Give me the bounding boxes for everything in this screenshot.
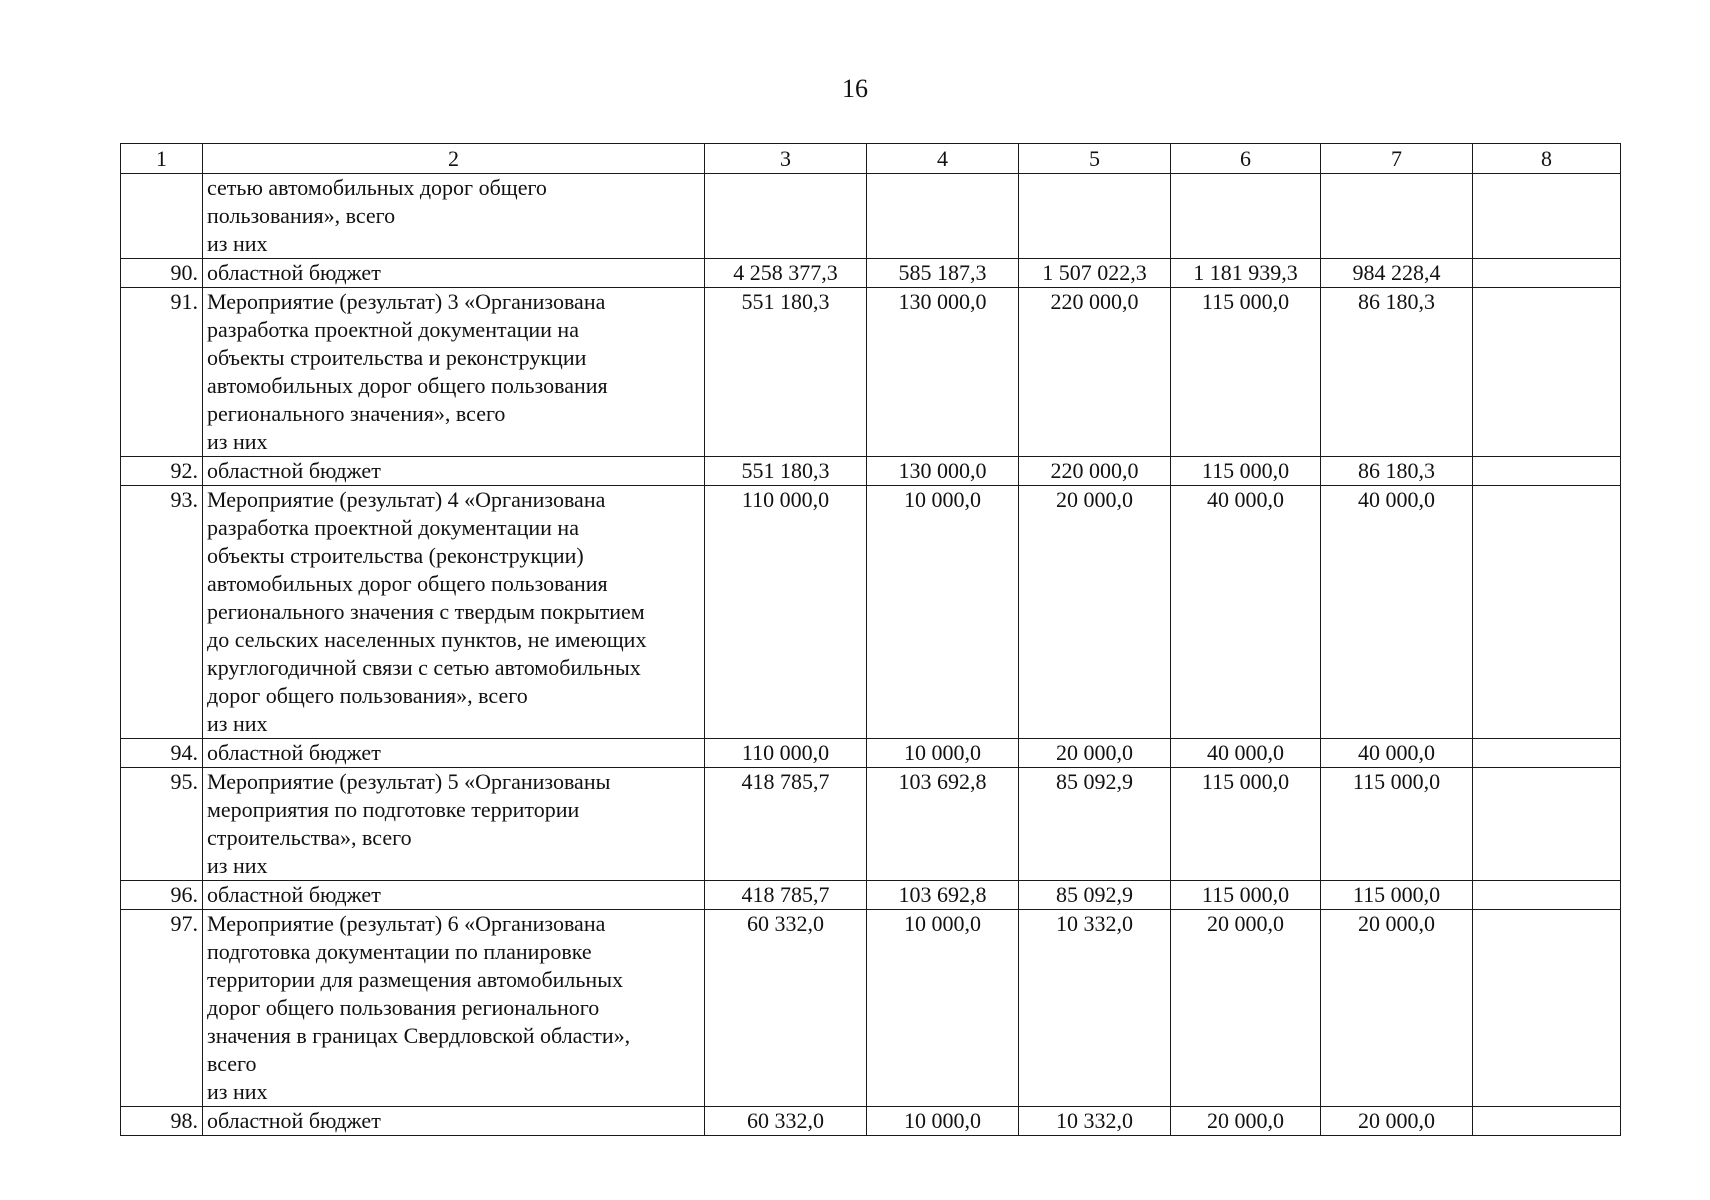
value-col-3: 4 258 377,3 bbox=[705, 259, 867, 288]
header-row bbox=[121, 144, 1621, 174]
table-row bbox=[121, 486, 1621, 739]
header-cell-5: 5 bbox=[1019, 144, 1171, 174]
value-col-3: 418 785,7 bbox=[705, 881, 867, 910]
table-row bbox=[121, 739, 1621, 768]
value-col-5: 20 000,0 bbox=[1019, 739, 1171, 768]
row-number: 96. bbox=[121, 881, 203, 910]
value-col-4: 130 000,0 bbox=[867, 288, 1019, 457]
row-number: 90. bbox=[121, 259, 203, 288]
value-col-6: 1 181 939,3 bbox=[1171, 259, 1321, 288]
value-col-3: 110 000,0 bbox=[705, 486, 867, 739]
value-col-8 bbox=[1473, 486, 1621, 739]
row-description: Мероприятие (результат) 4 «Организована разработка проектной документации на объекты строительства (реконструкции) автомобильных дорог общего пользования регионального значения с твердым покрытием до сельских населенных пунктов, не имеющих круглогодичной связи с сетью автомобильных дорог общего пользования», всего из них bbox=[203, 486, 705, 739]
value-col-6: 115 000,0 bbox=[1171, 288, 1321, 457]
row-description: Мероприятие (результат) 3 «Организована разработка проектной документации на объекты строительства и реконструкции автомобильных дорог общего пользования регионального значения», всего из них bbox=[203, 288, 705, 457]
value-col-6: 40 000,0 bbox=[1171, 486, 1321, 739]
value-col-5: 10 332,0 bbox=[1019, 910, 1171, 1107]
value-col-4: 585 187,3 bbox=[867, 259, 1019, 288]
header-cell-8: 8 bbox=[1473, 144, 1621, 174]
row-description: областной бюджет bbox=[203, 881, 705, 910]
value-col-7: 86 180,3 bbox=[1321, 457, 1473, 486]
table-row bbox=[121, 457, 1621, 486]
value-col-3: 110 000,0 bbox=[705, 739, 867, 768]
row-number: 91. bbox=[121, 288, 203, 457]
value-col-7: 115 000,0 bbox=[1321, 768, 1473, 881]
header-cell-3: 3 bbox=[705, 144, 867, 174]
table-row bbox=[121, 768, 1621, 881]
value-col-7: 86 180,3 bbox=[1321, 288, 1473, 457]
header-cell-1: 1 bbox=[121, 144, 203, 174]
value-col-5: 10 332,0 bbox=[1019, 1107, 1171, 1136]
row-description: областной бюджет bbox=[203, 259, 705, 288]
value-col-7 bbox=[1321, 174, 1473, 259]
row-number: 93. bbox=[121, 486, 203, 739]
value-col-5: 85 092,9 bbox=[1019, 768, 1171, 881]
row-description: областной бюджет bbox=[203, 739, 705, 768]
row-number: 92. bbox=[121, 457, 203, 486]
value-col-5: 20 000,0 bbox=[1019, 486, 1171, 739]
value-col-7: 20 000,0 bbox=[1321, 910, 1473, 1107]
value-col-8 bbox=[1473, 768, 1621, 881]
value-col-7: 40 000,0 bbox=[1321, 486, 1473, 739]
value-col-8 bbox=[1473, 259, 1621, 288]
value-col-8 bbox=[1473, 881, 1621, 910]
header-cell-2: 2 bbox=[203, 144, 705, 174]
value-col-5 bbox=[1019, 174, 1171, 259]
value-col-4: 103 692,8 bbox=[867, 768, 1019, 881]
value-col-5: 85 092,9 bbox=[1019, 881, 1171, 910]
value-col-4: 10 000,0 bbox=[867, 910, 1019, 1107]
value-col-6: 20 000,0 bbox=[1171, 1107, 1321, 1136]
row-description: Мероприятие (результат) 5 «Организованы мероприятия по подготовке территории строительства», всего из них bbox=[203, 768, 705, 881]
header-cell-4: 4 bbox=[867, 144, 1019, 174]
row-description: сетью автомобильных дорог общего пользования», всего из них bbox=[203, 174, 705, 259]
value-col-4 bbox=[867, 174, 1019, 259]
page-number: 16 bbox=[842, 74, 868, 103]
value-col-4: 130 000,0 bbox=[867, 457, 1019, 486]
value-col-5: 1 507 022,3 bbox=[1019, 259, 1171, 288]
value-col-5: 220 000,0 bbox=[1019, 288, 1171, 457]
value-col-7: 40 000,0 bbox=[1321, 739, 1473, 768]
row-number: 95. bbox=[121, 768, 203, 881]
row-number: 98. bbox=[121, 1107, 203, 1136]
row-number: 97. bbox=[121, 910, 203, 1107]
table-row bbox=[121, 259, 1621, 288]
value-col-3: 60 332,0 bbox=[705, 1107, 867, 1136]
value-col-3: 418 785,7 bbox=[705, 768, 867, 881]
value-col-7: 20 000,0 bbox=[1321, 1107, 1473, 1136]
header-cell-7: 7 bbox=[1321, 144, 1473, 174]
value-col-4: 103 692,8 bbox=[867, 881, 1019, 910]
budget-table bbox=[120, 143, 1621, 1136]
value-col-3: 551 180,3 bbox=[705, 288, 867, 457]
table-row bbox=[121, 174, 1621, 259]
row-number bbox=[121, 174, 203, 259]
row-description: областной бюджет bbox=[203, 457, 705, 486]
value-col-8 bbox=[1473, 739, 1621, 768]
value-col-6: 20 000,0 bbox=[1171, 910, 1321, 1107]
table-row bbox=[121, 1107, 1621, 1136]
header-cell-6: 6 bbox=[1171, 144, 1321, 174]
value-col-6: 115 000,0 bbox=[1171, 881, 1321, 910]
value-col-6: 115 000,0 bbox=[1171, 457, 1321, 486]
value-col-8 bbox=[1473, 288, 1621, 457]
value-col-6 bbox=[1171, 174, 1321, 259]
value-col-5: 220 000,0 bbox=[1019, 457, 1171, 486]
table-row bbox=[121, 910, 1621, 1107]
value-col-3: 551 180,3 bbox=[705, 457, 867, 486]
value-col-4: 10 000,0 bbox=[867, 1107, 1019, 1136]
value-col-8 bbox=[1473, 1107, 1621, 1136]
row-number: 94. bbox=[121, 739, 203, 768]
value-col-3: 60 332,0 bbox=[705, 910, 867, 1107]
value-col-6: 40 000,0 bbox=[1171, 739, 1321, 768]
row-description: областной бюджет bbox=[203, 1107, 705, 1136]
value-col-3 bbox=[705, 174, 867, 259]
value-col-4: 10 000,0 bbox=[867, 486, 1019, 739]
value-col-8 bbox=[1473, 174, 1621, 259]
row-description: Мероприятие (результат) 6 «Организована подготовка документации по планировке территории для размещения автомобильных дорог общего пользования регионального значения в границах Свердловской области», всего из них bbox=[203, 910, 705, 1107]
table-row bbox=[121, 881, 1621, 910]
value-col-7: 115 000,0 bbox=[1321, 881, 1473, 910]
value-col-7: 984 228,4 bbox=[1321, 259, 1473, 288]
table-row bbox=[121, 288, 1621, 457]
value-col-8 bbox=[1473, 457, 1621, 486]
value-col-8 bbox=[1473, 910, 1621, 1107]
value-col-6: 115 000,0 bbox=[1171, 768, 1321, 881]
value-col-4: 10 000,0 bbox=[867, 739, 1019, 768]
